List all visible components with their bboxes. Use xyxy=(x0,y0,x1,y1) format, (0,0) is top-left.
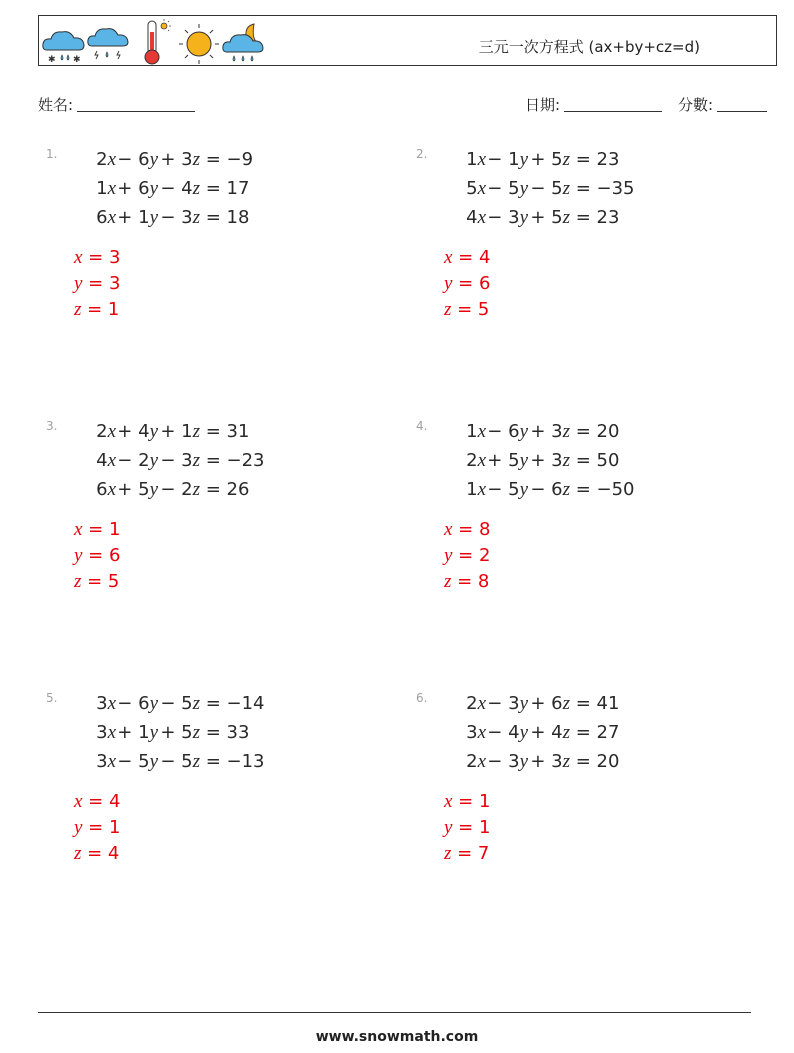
equation-rhs: = −35 xyxy=(570,178,635,199)
answer xyxy=(74,571,119,593)
equation-rhs: = 31 xyxy=(200,421,250,442)
variable: y xyxy=(519,207,528,228)
variable: x xyxy=(477,149,486,170)
equation xyxy=(74,178,249,200)
header-box xyxy=(38,15,777,66)
variable: y xyxy=(149,149,158,170)
equation-term xyxy=(528,751,570,773)
coefficient: − 5 xyxy=(530,178,563,199)
answer-variable: z xyxy=(74,571,82,592)
answer xyxy=(74,545,120,567)
coefficient: − 6 xyxy=(117,149,150,170)
footer-divider xyxy=(38,1012,751,1013)
equation-term xyxy=(74,178,116,200)
night-rain-cloud-icon xyxy=(223,24,263,61)
answer-value: = 2 xyxy=(452,545,491,566)
thermometer-icon xyxy=(145,19,171,64)
coefficient: + 1 xyxy=(117,722,150,743)
equation xyxy=(74,722,249,744)
variable: x xyxy=(107,450,116,471)
equation-term xyxy=(486,421,528,443)
coefficient: − 4 xyxy=(487,722,520,743)
equation xyxy=(444,207,619,229)
page-title: 三元一次方程式 (ax+by+cz=d) xyxy=(478,38,700,56)
equation-term xyxy=(444,722,486,744)
variable: z xyxy=(562,479,570,500)
equation-term xyxy=(74,149,116,171)
equation-term xyxy=(116,722,158,744)
problem-number: 5. xyxy=(46,691,58,705)
answer-variable: y xyxy=(444,273,453,294)
coefficient: 6 xyxy=(96,479,108,500)
coefficient: 2 xyxy=(466,693,478,714)
variable: x xyxy=(107,178,116,199)
date-field xyxy=(525,94,662,115)
score-blank[interactable] xyxy=(717,97,767,112)
equation-term xyxy=(158,207,200,229)
equation-rhs: = 23 xyxy=(570,149,620,170)
equation-term xyxy=(486,479,528,501)
answer-value: = 1 xyxy=(452,791,491,812)
coefficient: + 3 xyxy=(530,450,563,471)
variable: x xyxy=(107,149,116,170)
answer-variable: z xyxy=(444,843,452,864)
variable: z xyxy=(562,722,570,743)
score-label: 分數: xyxy=(678,96,714,114)
equation-term xyxy=(486,693,528,715)
coefficient: + 5 xyxy=(530,149,563,170)
variable: z xyxy=(192,450,200,471)
equation-rhs: = −9 xyxy=(200,149,254,170)
name-field xyxy=(38,94,195,115)
variable: x xyxy=(477,207,486,228)
answer xyxy=(444,519,490,541)
coefficient: 2 xyxy=(466,751,478,772)
equation-term xyxy=(158,450,200,472)
equation-term xyxy=(116,479,158,501)
answer-value: = 1 xyxy=(81,299,120,320)
coefficient: − 3 xyxy=(487,751,520,772)
answer-variable: x xyxy=(444,519,453,540)
equation-term xyxy=(444,421,486,443)
equation-term xyxy=(444,693,486,715)
answer xyxy=(444,247,490,269)
equation-term xyxy=(528,421,570,443)
coefficient: + 5 xyxy=(487,450,520,471)
answer-value: = 8 xyxy=(452,519,491,540)
variable: y xyxy=(519,751,528,772)
variable: y xyxy=(149,693,158,714)
answer-variable: y xyxy=(74,273,83,294)
coefficient: − 5 xyxy=(117,751,150,772)
equation-term xyxy=(116,421,158,443)
equation-term xyxy=(528,722,570,744)
answer-value: = 3 xyxy=(82,247,121,268)
equation-term xyxy=(486,178,528,200)
problem-number: 3. xyxy=(46,419,58,433)
variable: x xyxy=(477,722,486,743)
equation-term xyxy=(116,751,158,773)
variable: z xyxy=(562,450,570,471)
equation-term xyxy=(74,722,116,744)
variable: y xyxy=(519,693,528,714)
equation xyxy=(444,722,619,744)
variable: y xyxy=(149,479,158,500)
coefficient: 1 xyxy=(466,479,478,500)
equation-rhs: = −50 xyxy=(570,479,635,500)
answer-variable: x xyxy=(74,791,83,812)
variable: z xyxy=(562,693,570,714)
variable: y xyxy=(149,178,158,199)
answer-value: = 8 xyxy=(451,571,490,592)
variable: x xyxy=(477,421,486,442)
answer xyxy=(74,519,120,541)
score-field xyxy=(678,94,767,115)
answer-value: = 1 xyxy=(82,519,121,540)
variable: z xyxy=(192,479,200,500)
coefficient: + 4 xyxy=(117,421,150,442)
answer-variable: x xyxy=(74,519,83,540)
equation-term xyxy=(486,149,528,171)
equation-term xyxy=(116,450,158,472)
name-label: 姓名: xyxy=(38,96,74,114)
coefficient: + 5 xyxy=(530,207,563,228)
variable: x xyxy=(477,479,486,500)
equation-term xyxy=(444,751,486,773)
coefficient: 4 xyxy=(96,450,108,471)
equation-term xyxy=(74,450,116,472)
svg-text:✱: ✱ xyxy=(48,55,56,65)
date-blank[interactable] xyxy=(564,97,662,112)
coefficient: − 5 xyxy=(160,693,193,714)
variable: x xyxy=(107,751,116,772)
answer xyxy=(74,273,120,295)
variable: z xyxy=(192,421,200,442)
coefficient: − 3 xyxy=(487,207,520,228)
coefficient: + 1 xyxy=(160,421,193,442)
variable: z xyxy=(192,149,200,170)
coefficient: + 3 xyxy=(530,421,563,442)
coefficient: 3 xyxy=(466,722,478,743)
equation-term xyxy=(158,479,200,501)
equation-term xyxy=(486,450,528,472)
equation-rhs: = −23 xyxy=(200,450,265,471)
problem-number: 1. xyxy=(46,147,58,161)
coefficient: 3 xyxy=(96,693,108,714)
coefficient: − 5 xyxy=(487,479,520,500)
variable: z xyxy=(562,751,570,772)
equation-rhs: = 20 xyxy=(570,751,620,772)
coefficient: − 5 xyxy=(160,751,193,772)
answer-variable: x xyxy=(444,247,453,268)
coefficient: 2 xyxy=(466,450,478,471)
coefficient: 1 xyxy=(466,421,478,442)
answer-value: = 6 xyxy=(452,273,491,294)
coefficient: + 1 xyxy=(117,207,150,228)
equation-term xyxy=(158,722,200,744)
variable: z xyxy=(562,207,570,228)
equation-term xyxy=(116,178,158,200)
equation-term xyxy=(116,149,158,171)
equation-term xyxy=(486,207,528,229)
variable: z xyxy=(192,693,200,714)
answer-value: = 1 xyxy=(452,817,491,838)
equation-term xyxy=(116,207,158,229)
equation-term xyxy=(444,207,486,229)
answer xyxy=(74,843,119,865)
equation xyxy=(444,149,619,171)
answer-variable: z xyxy=(444,571,452,592)
footer-website: www.snowmath.com xyxy=(315,1029,479,1045)
answer-value: = 4 xyxy=(82,791,121,812)
variable: y xyxy=(149,450,158,471)
variable: z xyxy=(562,178,570,199)
answer-value: = 5 xyxy=(81,571,120,592)
coefficient: 5 xyxy=(466,178,478,199)
answer-value: = 6 xyxy=(82,545,121,566)
equation xyxy=(74,421,249,443)
equation xyxy=(74,207,249,229)
equation-term xyxy=(444,178,486,200)
equation xyxy=(74,751,265,773)
variable: x xyxy=(477,178,486,199)
answer-value: = 1 xyxy=(82,817,121,838)
coefficient: + 6 xyxy=(530,693,563,714)
name-blank[interactable] xyxy=(77,97,195,112)
coefficient: − 6 xyxy=(117,693,150,714)
coefficient: + 3 xyxy=(530,751,563,772)
variable: y xyxy=(149,751,158,772)
problem-number: 4. xyxy=(416,419,428,433)
variable: z xyxy=(192,751,200,772)
answer xyxy=(444,545,490,567)
equation-term xyxy=(74,421,116,443)
variable: y xyxy=(519,722,528,743)
equation xyxy=(444,178,635,200)
coefficient: − 1 xyxy=(487,149,520,170)
answer xyxy=(444,571,489,593)
variable: y xyxy=(149,421,158,442)
coefficient: 4 xyxy=(466,207,478,228)
coefficient: − 2 xyxy=(117,450,150,471)
coefficient: + 3 xyxy=(160,149,193,170)
equation-rhs: = 23 xyxy=(570,207,620,228)
equation xyxy=(74,450,265,472)
equation xyxy=(74,479,249,501)
variable: x xyxy=(107,207,116,228)
answer xyxy=(74,247,120,269)
equation-term xyxy=(74,751,116,773)
equation-rhs: = −13 xyxy=(200,751,265,772)
equation-rhs: = 17 xyxy=(200,178,250,199)
answer xyxy=(74,791,120,813)
equation-term xyxy=(528,178,570,200)
answer-value: = 7 xyxy=(451,843,490,864)
equation-rhs: = 33 xyxy=(200,722,250,743)
equation xyxy=(444,479,635,501)
svg-text:✱: ✱ xyxy=(73,55,81,65)
equation xyxy=(444,751,619,773)
equation xyxy=(444,450,619,472)
equation-term xyxy=(486,722,528,744)
coefficient: − 3 xyxy=(487,693,520,714)
equation-term xyxy=(116,693,158,715)
coefficient: 1 xyxy=(466,149,478,170)
equation-term xyxy=(528,149,570,171)
date-label: 日期: xyxy=(525,96,561,114)
coefficient: − 4 xyxy=(160,178,193,199)
answer xyxy=(74,299,119,321)
storm-cloud-icon xyxy=(88,29,128,59)
equation-term xyxy=(528,693,570,715)
equation-term xyxy=(74,207,116,229)
coefficient: 6 xyxy=(96,207,108,228)
variable: z xyxy=(192,178,200,199)
equation-term xyxy=(528,450,570,472)
variable: y xyxy=(149,722,158,743)
answer-value: = 5 xyxy=(451,299,490,320)
equation-term xyxy=(528,479,570,501)
coefficient: − 6 xyxy=(530,479,563,500)
variable: x xyxy=(477,751,486,772)
coefficient: − 6 xyxy=(487,421,520,442)
variable: y xyxy=(519,149,528,170)
coefficient: − 3 xyxy=(160,450,193,471)
answer xyxy=(444,791,490,813)
answer-variable: y xyxy=(74,817,83,838)
answer xyxy=(74,817,120,839)
equation-rhs: = 20 xyxy=(570,421,620,442)
coefficient: 2 xyxy=(96,421,108,442)
equation xyxy=(74,149,253,171)
answer-variable: z xyxy=(74,299,82,320)
coefficient: 3 xyxy=(96,751,108,772)
answer xyxy=(444,273,490,295)
answer-variable: z xyxy=(444,299,452,320)
coefficient: + 4 xyxy=(530,722,563,743)
variable: x xyxy=(477,450,486,471)
answer xyxy=(444,843,489,865)
coefficient: 1 xyxy=(96,178,108,199)
equation-term xyxy=(74,693,116,715)
equation-rhs: = 50 xyxy=(570,450,620,471)
equation-term xyxy=(158,421,200,443)
variable: z xyxy=(192,207,200,228)
answer-variable: y xyxy=(444,545,453,566)
equation xyxy=(444,421,619,443)
problem-number: 6. xyxy=(416,691,428,705)
answer-value: = 4 xyxy=(81,843,120,864)
equation-term xyxy=(528,207,570,229)
answer-variable: y xyxy=(444,817,453,838)
variable: y xyxy=(519,450,528,471)
answer-value: = 3 xyxy=(82,273,121,294)
variable: z xyxy=(562,149,570,170)
coefficient: − 5 xyxy=(487,178,520,199)
answer xyxy=(444,299,489,321)
variable: y xyxy=(519,479,528,500)
variable: z xyxy=(562,421,570,442)
equation-rhs: = 26 xyxy=(200,479,250,500)
answer-variable: x xyxy=(74,247,83,268)
variable: z xyxy=(192,722,200,743)
equation-rhs: = 27 xyxy=(570,722,620,743)
problem-number: 2. xyxy=(416,147,428,161)
equation xyxy=(444,693,619,715)
answer-value: = 4 xyxy=(452,247,491,268)
variable: y xyxy=(519,421,528,442)
coefficient: + 6 xyxy=(117,178,150,199)
coefficient: − 3 xyxy=(160,207,193,228)
equation-term xyxy=(158,751,200,773)
coefficient: + 5 xyxy=(117,479,150,500)
variable: x xyxy=(107,421,116,442)
weather-icons xyxy=(41,18,271,66)
equation-term xyxy=(74,479,116,501)
variable: y xyxy=(149,207,158,228)
equation-term xyxy=(444,479,486,501)
answer xyxy=(444,817,490,839)
coefficient: + 5 xyxy=(160,722,193,743)
variable: x xyxy=(107,479,116,500)
sun-icon xyxy=(179,24,219,64)
coefficient: − 2 xyxy=(160,479,193,500)
coefficient: 2 xyxy=(96,149,108,170)
snow-cloud-icon xyxy=(43,32,84,65)
equation-term xyxy=(158,149,200,171)
equation-term xyxy=(486,751,528,773)
coefficient: 3 xyxy=(96,722,108,743)
answer-variable: y xyxy=(74,545,83,566)
equation-rhs: = 41 xyxy=(570,693,620,714)
equation-term xyxy=(444,149,486,171)
answer-variable: x xyxy=(444,791,453,812)
variable: x xyxy=(107,722,116,743)
equation-rhs: = 18 xyxy=(200,207,250,228)
equation-rhs: = −14 xyxy=(200,693,265,714)
variable: x xyxy=(477,693,486,714)
equation-term xyxy=(444,450,486,472)
equation-term xyxy=(158,693,200,715)
answer-variable: z xyxy=(74,843,82,864)
equation xyxy=(74,693,265,715)
equation-term xyxy=(158,178,200,200)
variable: x xyxy=(107,693,116,714)
variable: y xyxy=(519,178,528,199)
